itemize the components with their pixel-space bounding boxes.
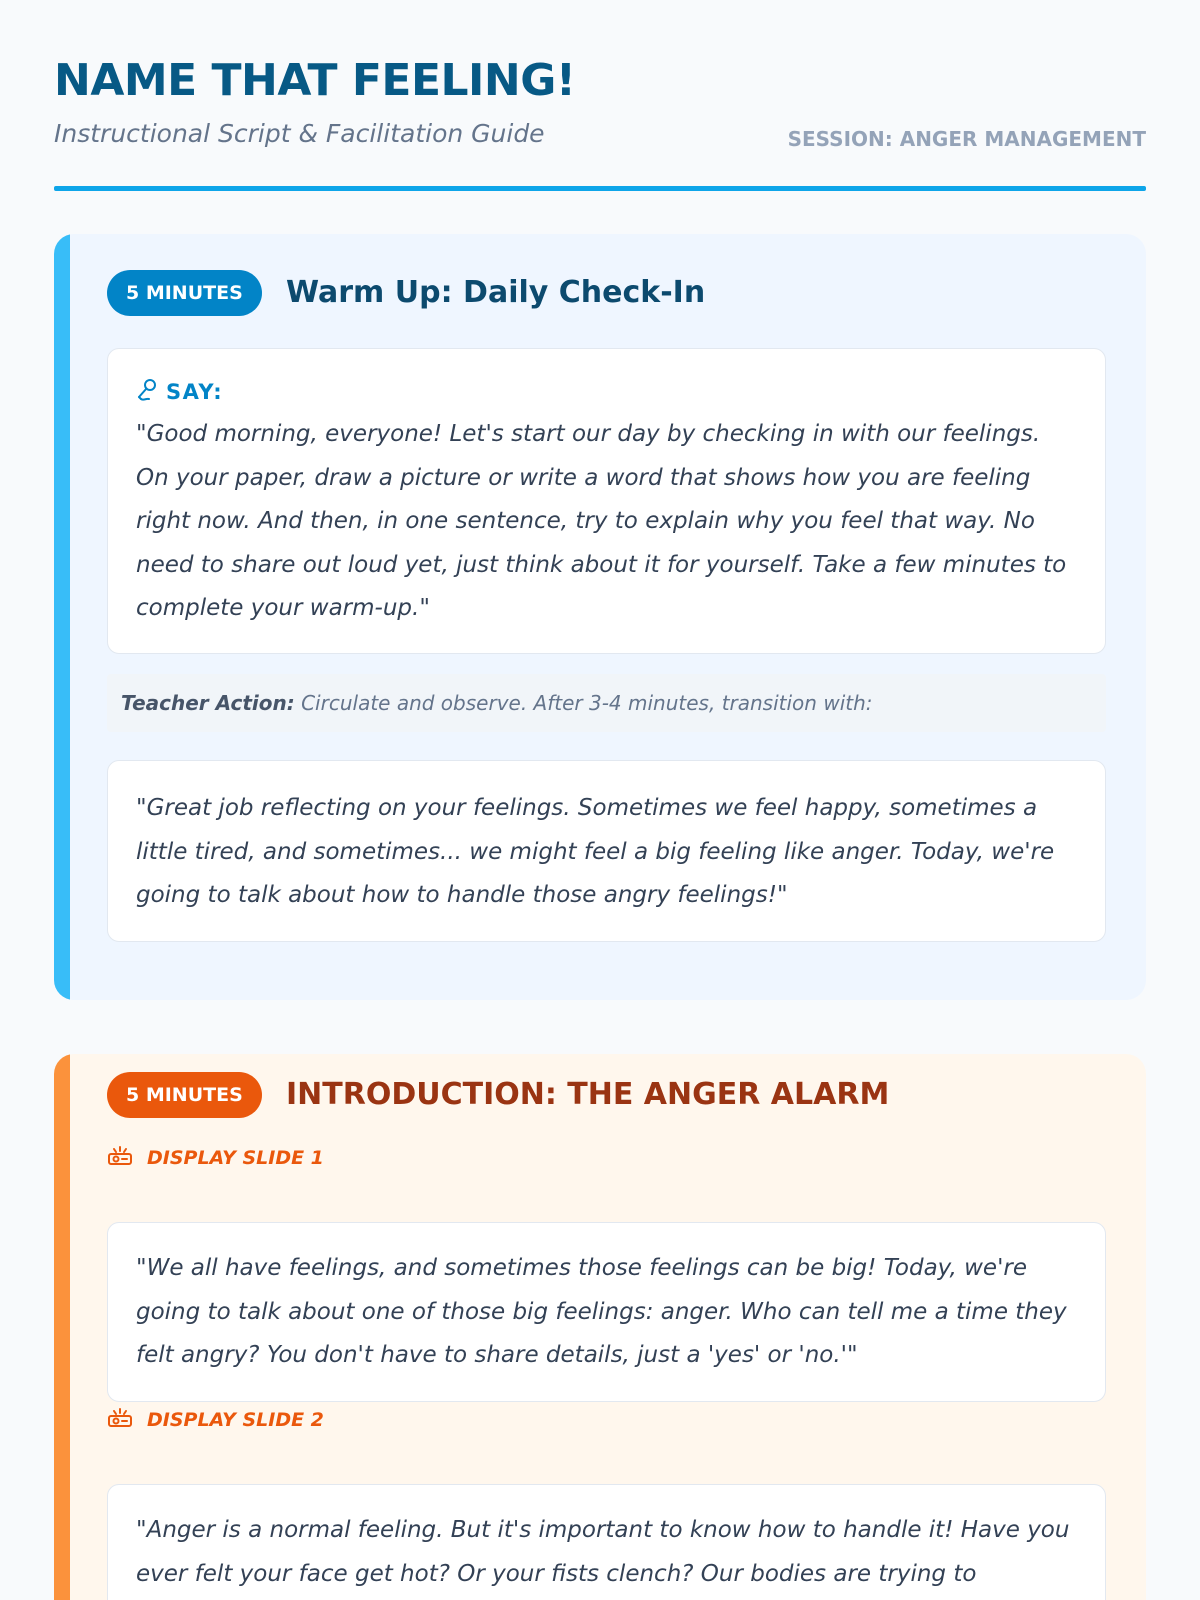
- introduction-section: [54, 1054, 1146, 1600]
- say-label: SAY:: [166, 380, 224, 404]
- section-heading: Warm Up: Daily Check-In: [286, 275, 706, 310]
- duration-badge: 5 MINUTES: [107, 270, 262, 316]
- page-header: [54, 55, 1146, 151]
- teacher-action: [107, 674, 1106, 732]
- say-header: [136, 377, 1077, 407]
- warmup-section: [54, 234, 1146, 1000]
- microphone-icon: [136, 378, 158, 406]
- slide-1-card: [107, 1222, 1106, 1402]
- slide-2-script: "Anger is a normal feeling. But it's important to know how to handle it! Have you ever felt your face get hot? Or your fists clench? Our bodies are trying to: [136, 1517, 1070, 1587]
- teacher-action-label: Teacher Action:: [121, 691, 295, 715]
- display-slide-label: DISPLAY SLIDE 2: [147, 1409, 324, 1431]
- slide-1-script: "We all have feelings, and sometimes those feelings can be big! Today, we're going to talk about one of those big feelings: anger. Who can tell me a time they felt angry? You don't have to share details, just a 'yes' or 'no.'": [136, 1255, 1067, 1368]
- display-slide-1: [107, 1144, 324, 1172]
- projector-icon: [107, 1145, 133, 1171]
- page-subtitle: Instructional Script & Facilitation Guide: [54, 119, 545, 148]
- header-divider: [54, 186, 1146, 191]
- transition-script: "Great job reflecting on your feelings. Sometimes we feel happy, sometimes a little tired, and sometimes... we might feel a big feeling like anger. Today, we're going to talk about how to handle those angry feelings!": [136, 795, 1055, 908]
- slide-2-card: [107, 1484, 1106, 1600]
- projector-icon: [107, 1407, 133, 1433]
- say-script: "Good morning, everyone! Let's start our day by checking in with our feelings. On your paper, draw a picture or write a word that shows how you are feeling right now. And then, in one sentence, try to explain why you feel that way. No need to share out loud yet, just think about it for yourself. Take a few minutes to complete your warm-up.": [136, 421, 1067, 621]
- section-heading: INTRODUCTION: THE ANGER ALARM: [286, 1077, 890, 1112]
- display-slide-label: DISPLAY SLIDE 1: [147, 1147, 324, 1169]
- duration-badge: 5 MINUTES: [107, 1072, 262, 1118]
- display-slide-2: [107, 1406, 324, 1434]
- page-title: NAME THAT FEELING!: [54, 55, 576, 106]
- transition-card: [107, 760, 1106, 942]
- section-accent-stripe: [54, 234, 70, 1000]
- section-accent-stripe: [54, 1054, 70, 1600]
- say-card: [107, 348, 1106, 654]
- teacher-action-text: Circulate and observe. After 3-4 minutes, transition with:: [301, 691, 873, 715]
- session-label: SESSION: ANGER MANAGEMENT: [787, 127, 1146, 151]
